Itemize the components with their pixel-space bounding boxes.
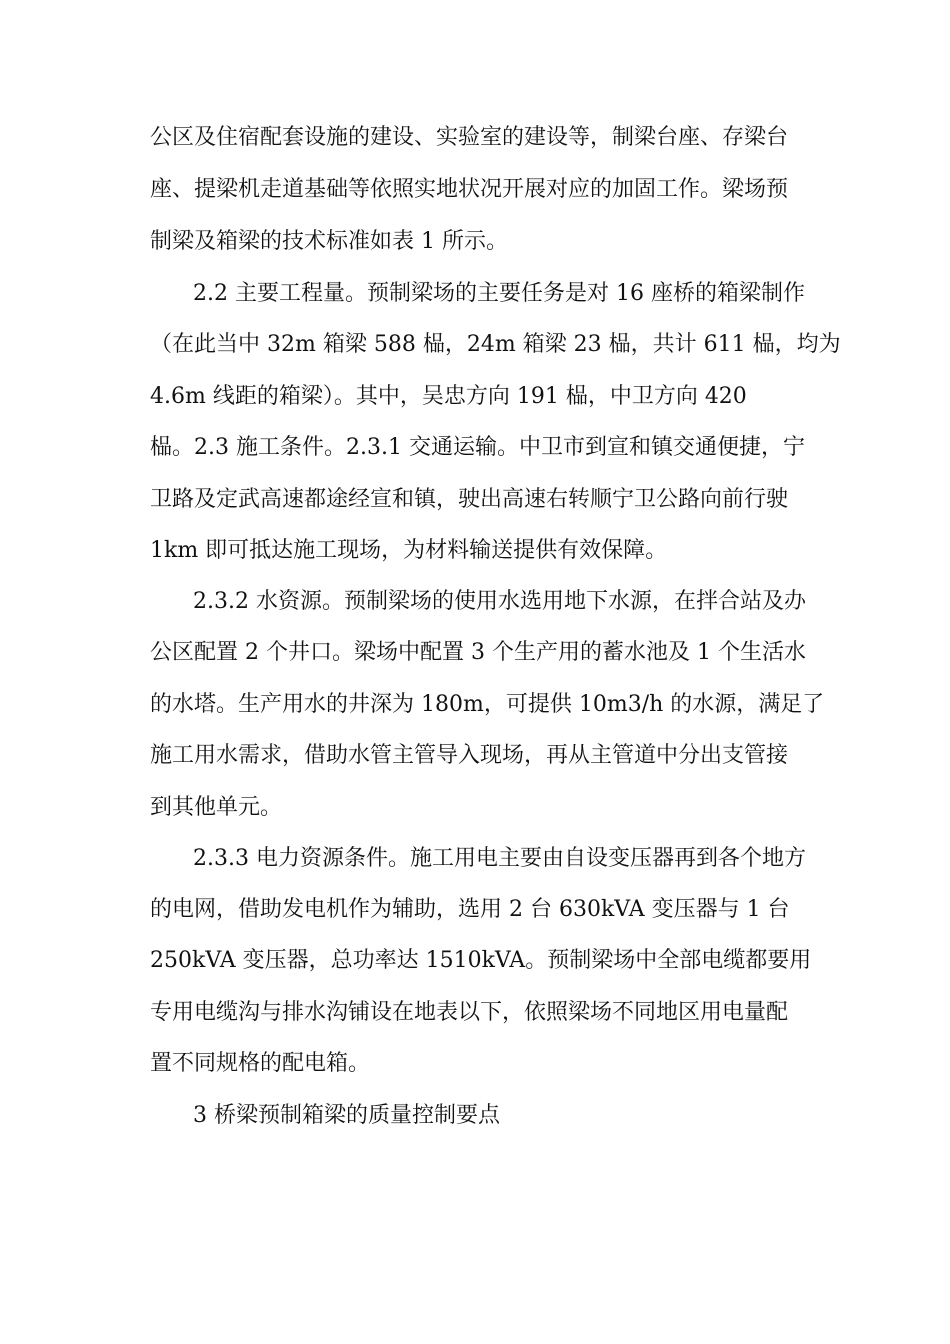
text-line: 制梁及箱梁的技术标准如表 1 所示。 <box>150 229 508 254</box>
text-line: 公区配置 2 个井口。梁场中配置 3 个生产用的蓄水池及 1 个生活水 <box>150 640 806 665</box>
text-line: 1km 即可抵达施工现场，为材料输送提供有效保障。 <box>150 538 668 563</box>
paragraph-start-line: 2.3.2 水资源。预制梁场的使用水选用地下水源，在拌合站及办 <box>193 589 806 614</box>
text-line: 座、提梁机走道基础等依照实地状况开展对应的加固工作。梁场预 <box>150 177 789 202</box>
text-line: （在此当中 32m 箱梁 588 榀，24m 箱梁 23 榀，共计 611 榀，均为 <box>150 332 841 357</box>
text-line: 公区及住宿配套设施的建设、实验室的建设等，制梁台座、存梁台 <box>150 125 789 150</box>
text-line: 到其他单元。 <box>150 795 283 820</box>
text-line: 的电网，借助发电机作为辅助，选用 2 台 630kVA 变压器与 1 台 <box>150 897 790 922</box>
section-heading: 3 桥梁预制箱梁的质量控制要点 <box>193 1103 500 1128</box>
text-line: 的水塔。生产用水的井深为 180m，可提供 10m3/h 的水源，满足了 <box>150 692 825 717</box>
text-line: 卫路及定武高速都途经宣和镇，驶出高速右转顺宁卫公路向前行驶 <box>150 487 789 512</box>
text-line: 4.6m 线距的箱梁）。其中，吴忠方向 191 榀，中卫方向 420 <box>150 384 747 409</box>
paragraph-start-line: 2.3.3 电力资源条件。施工用电主要由自设变压器再到各个地方 <box>193 846 806 871</box>
text-line: 施工用水需求，借助水管主管导入现场，再从主管道中分出支管接 <box>150 743 789 768</box>
text-line: 专用电缆沟与排水沟铺设在地表以下，依照梁场不同地区用电量配 <box>150 1000 789 1025</box>
paragraph-start-line: 2.2 主要工程量。预制梁场的主要任务是对 16 座桥的箱梁制作 <box>193 281 805 306</box>
text-line: 置不同规格的配电箱。 <box>150 1051 371 1076</box>
text-line: 250kVA 变压器，总功率达 1510kVA。预制梁场中全部电缆都要用 <box>150 948 812 973</box>
text-line: 榀。2.3 施工条件。2.3.1 交通运输。中卫市到宣和镇交通便捷，宁 <box>150 435 805 460</box>
